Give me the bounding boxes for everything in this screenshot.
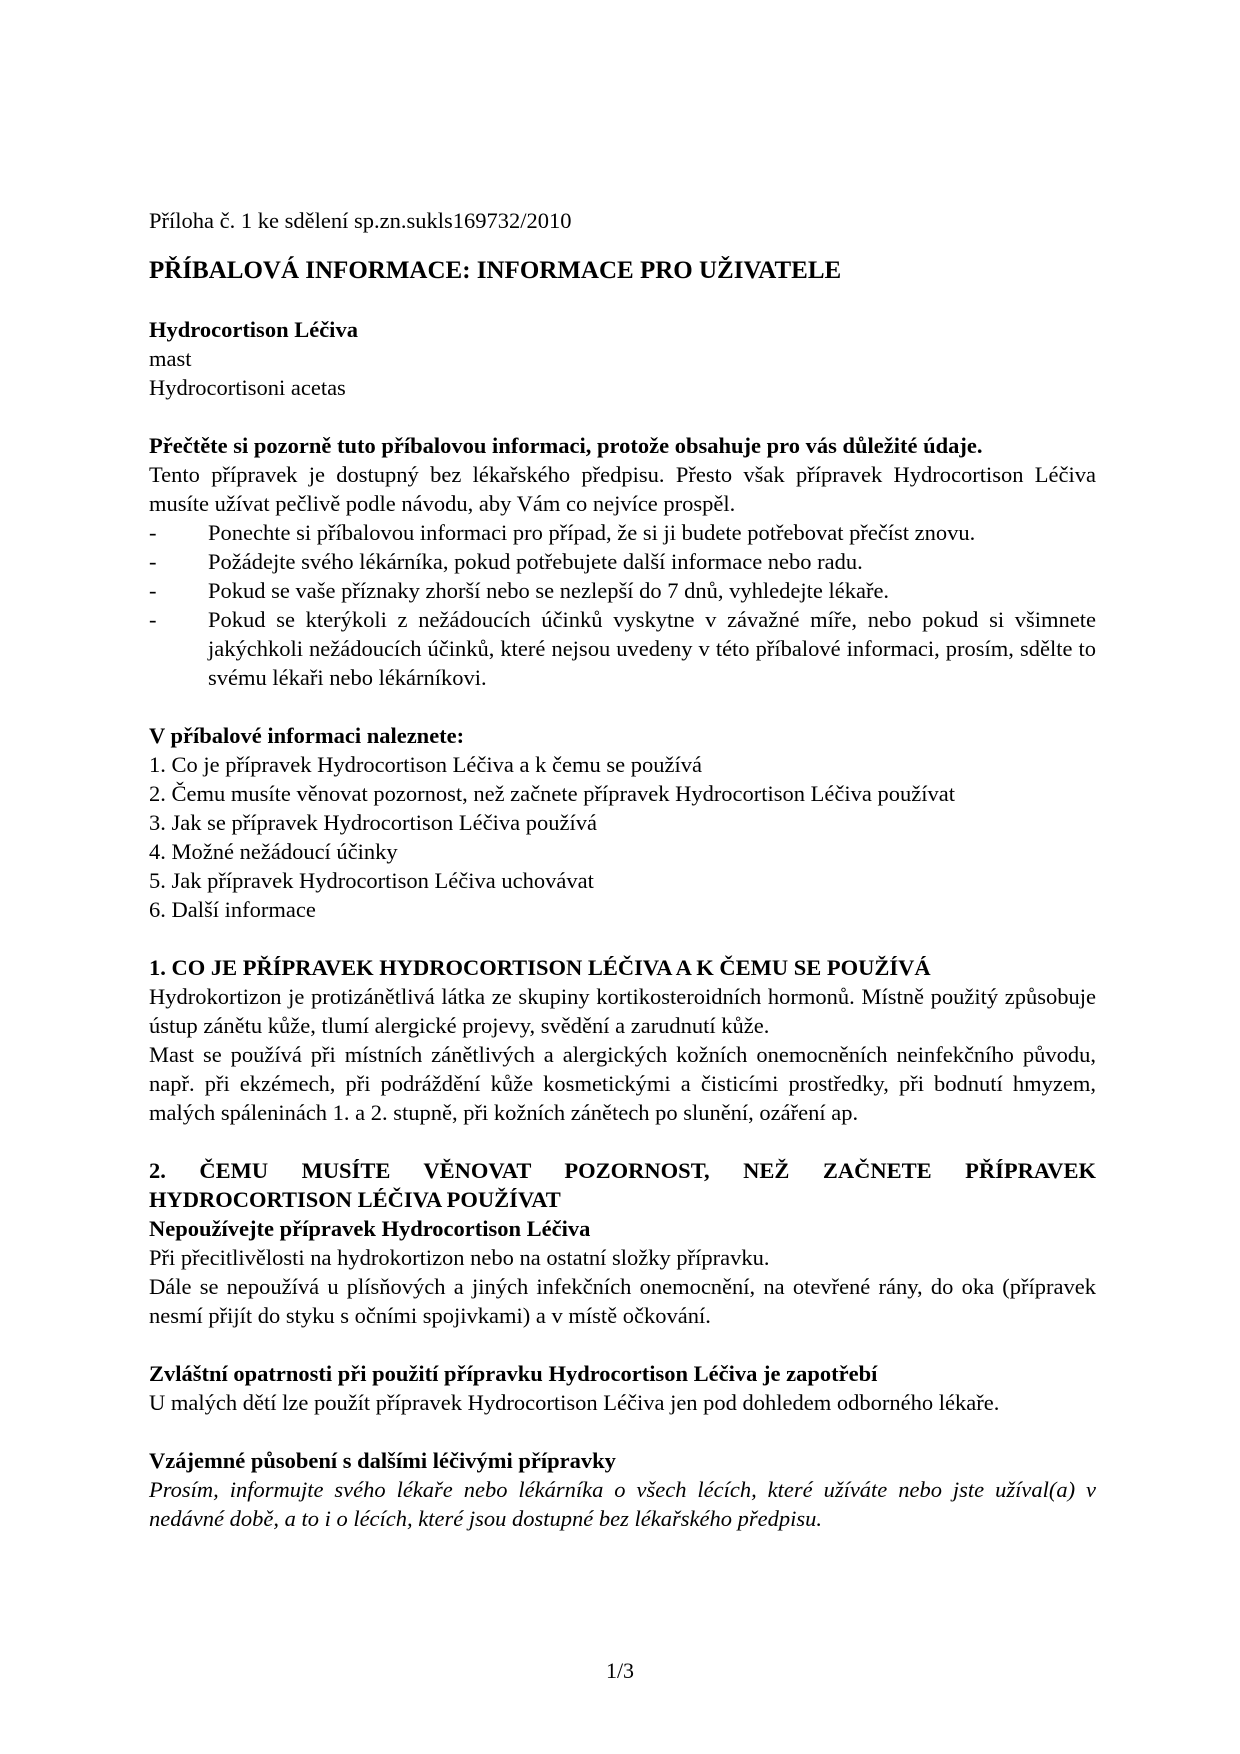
page-title: PŘÍBALOVÁ INFORMACE: INFORMACE PRO UŽIVATELE bbox=[149, 257, 842, 284]
table-of-contents bbox=[149, 750, 1096, 924]
intro-heading: Přečtěte si pozorně tuto příbalovou informaci, protože obsahuje pro vás důležité údaje. bbox=[149, 433, 983, 458]
toc-item: 6. Další informace bbox=[149, 897, 316, 922]
list-item: - Požádejte svého lékárníka, pokud potřebujete další informace nebo radu. bbox=[149, 549, 863, 574]
toc-item: 1. Co je přípravek Hydrocortison Léčiva a k čemu se používá bbox=[149, 752, 702, 777]
section-2-paragraph: Prosím, informujte svého lékaře nebo lékárníka o všech lécích, které užíváte nebo jste užíval(a) v nedávné době, a to i o lécích, které jsou dostupné bez lékařského předpisu. bbox=[149, 1477, 1096, 1531]
intro-text: Tento přípravek je dostupný bez lékařského předpisu. Přesto však přípravek Hydrocortison Léčiva musíte užívat pečlivě podle návodu, aby Vám co nejvíce prospěl. bbox=[149, 462, 1096, 516]
dash-marker: - bbox=[149, 578, 157, 603]
section-1-paragraph: Hydrokortizon je protizánětlivá látka ze skupiny kortikosteroidních hormonů. Místně použitý způsobuje ústup zánětu kůže, tlumí alergické projevy, svědění a zarudnutí kůže. bbox=[149, 984, 1096, 1038]
dash-marker: - bbox=[149, 549, 157, 574]
toc-item: 2. Čemu musíte věnovat pozornost, než začnete přípravek Hydrocortison Léčiva používat bbox=[149, 781, 955, 806]
section-2-subheading: Zvláštní opatrnosti při použití přípravku Hydrocortison Léčiva je zapotřebí bbox=[149, 1361, 878, 1386]
intro-bullet-list bbox=[149, 518, 1096, 692]
section-2-paragraph: Dále se nepoužívá u plísňových a jiných infekčních onemocnění, na otevřené rány, do oka (přípravek nesmí přijít do styku s očními spojivkami) a v místě očkování. bbox=[149, 1274, 1096, 1328]
page-content bbox=[149, 206, 1096, 1533]
dash-marker: - bbox=[149, 607, 157, 632]
annex-reference: Příloha č. 1 ke sdělení sp.zn.sukls169732/2010 bbox=[149, 208, 572, 233]
list-item: - Pokud se kterýkoli z nežádoucích účinků vyskytne v závažné míře, nebo pokud si všimnete jakýchkoli nežádoucích účinků, které nejsou uvedeny v této příbalové informaci, prosím, sdělte to svému lékaři nebo lékárníkovi. bbox=[149, 607, 1096, 690]
product-name: Hydrocortison Léčiva bbox=[149, 317, 358, 342]
toc-heading: V příbalové informaci naleznete: bbox=[149, 723, 465, 748]
toc-item: 5. Jak přípravek Hydrocortison Léčiva uchovávat bbox=[149, 868, 594, 893]
section-1-paragraph: Mast se používá při místních zánětlivých a alergických kožních onemocněních neinfekčního původu, např. při ekzémech, při podráždění kůže kosmetickými a čisticími prostředky, při bodnutí hmyzem, malých spáleninách 1. a 2. stupně, při kožních zánětech po slunění, ozáření ap. bbox=[149, 1042, 1096, 1125]
section-2-subheading: Vzájemné působení s dalšími léčivými přípravky bbox=[149, 1448, 616, 1473]
section-2-paragraph: Při přecitlivělosti na hydrokortizon nebo na ostatní složky přípravku. bbox=[149, 1245, 770, 1270]
list-item: - Ponechte si příbalovou informaci pro případ, že si ji budete potřebovat přečíst znovu. bbox=[149, 520, 976, 545]
toc-item: 3. Jak se přípravek Hydrocortison Léčiva používá bbox=[149, 810, 597, 835]
toc-item: 4. Možné nežádoucí účinky bbox=[149, 839, 398, 864]
section-2-paragraph: U malých dětí lze použít přípravek Hydrocortison Léčiva jen pod dohledem odborného lékaře. bbox=[149, 1390, 1000, 1415]
active-substance: Hydrocortisoni acetas bbox=[149, 375, 346, 400]
section-2-heading: 2. ČEMU MUSÍTE VĚNOVAT POZORNOST, NEŽ ZAČNETE PŘÍPRAVEK HYDROCORTISON LÉČIVA POUŽÍVAT bbox=[149, 1158, 1096, 1212]
product-form: mast bbox=[149, 346, 192, 371]
page-number: 1/3 bbox=[605, 1658, 635, 1683]
list-item: - Pokud se vaše příznaky zhorší nebo se nezlepší do 7 dnů, vyhledejte lékaře. bbox=[149, 578, 890, 603]
section-1-heading: 1. CO JE PŘÍPRAVEK HYDROCORTISON LÉČIVA A K ČEMU SE POUŽÍVÁ bbox=[149, 955, 931, 980]
section-2-subheading: Nepoužívejte přípravek Hydrocortison Léčiva bbox=[149, 1216, 591, 1241]
dash-marker: - bbox=[149, 520, 157, 545]
